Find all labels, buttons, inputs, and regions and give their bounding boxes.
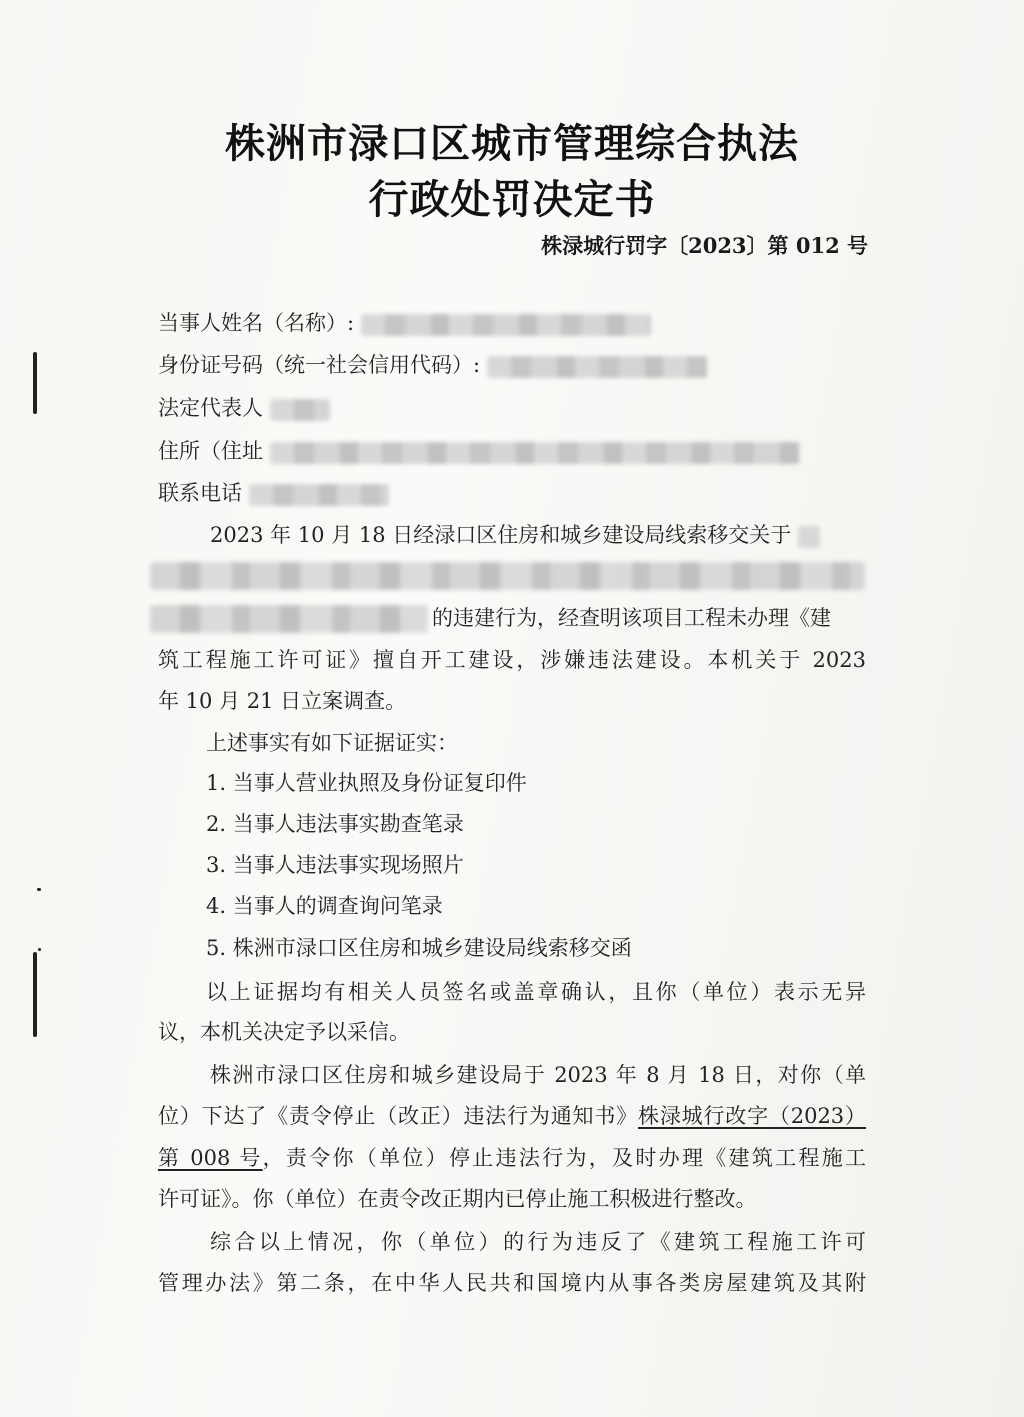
binding-mark [33, 952, 37, 1037]
p5-line2: 管理办法》第二条，在中华人民共和国境内从事各类房屋建筑及其附 [158, 1271, 866, 1295]
p3-line2: 议，本机关决定予以采信。 [158, 1020, 410, 1044]
p1-line4: 筑工程施工许可证》擅自开工建设，涉嫌违法建设。本机关于 2023 [158, 648, 866, 672]
party-address-label: 住所（住址 [158, 439, 263, 463]
party-address-row [158, 436, 800, 466]
redacted-p1a [798, 526, 820, 548]
redacted-name [361, 314, 651, 336]
p1-line5: 年 10 月 21 日立案调查。 [158, 689, 407, 713]
evidence-item: 5. 株洲市渌口区住房和城乡建设局线索移交函 [206, 936, 632, 960]
redacted-project-line [150, 562, 865, 590]
p5-line1: 综合以上情况，你（单位）的行为违反了《建筑工程施工许可 [210, 1230, 866, 1254]
p4-line3 [158, 1143, 866, 1173]
document-number: 株渌城行罚字〔2023〕第 012 号 [541, 233, 868, 258]
p3-line1: 以上证据均有相关人员签名或盖章确认，且你（单位）表示无异 [206, 980, 866, 1004]
p4-line2-text: 位）下达了《责令停止（改正）违法行为通知书》 [158, 1104, 638, 1128]
document-title-line1: 株洲市渌口区城市管理综合执法 [225, 120, 799, 167]
evidence-item: 4. 当事人的调查询问笔录 [206, 894, 443, 918]
notice-doc-number-tail: 第 008 号 [158, 1146, 263, 1170]
redacted-id [487, 356, 707, 378]
redacted-rep [270, 399, 330, 421]
evidence-item: 3. 当事人违法事实现场照片 [206, 853, 464, 877]
party-phone-label: 联系电话 [158, 481, 242, 505]
party-rep-label: 法定代表人 [158, 396, 263, 420]
p1-line1 [210, 520, 820, 550]
party-rep-row [158, 393, 330, 423]
redacted-address [270, 442, 800, 464]
notice-doc-number: 株渌城行改字（2023） [638, 1104, 866, 1128]
redacted-phone [249, 484, 389, 506]
party-phone-row [158, 478, 389, 508]
p1-line3: 的违建行为，经查明该项目工程未办理《建 [432, 606, 831, 630]
redacted-project-line2 [150, 605, 428, 633]
scan-speck [37, 888, 41, 891]
binding-mark [33, 352, 37, 414]
evidence-item: 1. 当事人营业执照及身份证复印件 [206, 771, 527, 795]
party-id-label: 身份证号码（统一社会信用代码）: [158, 353, 481, 377]
p4-line3-text: ，责令你（单位）停止违法行为，及时办理《建筑工程施工 [262, 1146, 867, 1170]
evidence-item: 2. 当事人违法事实勘查笔录 [206, 812, 464, 836]
scan-speck [38, 948, 41, 951]
party-id-row [158, 350, 707, 380]
p4-line2 [158, 1101, 866, 1131]
p2-text: 上述事实有如下证据证实： [206, 731, 458, 755]
p4-line4: 许可证》。你（单位）在责令改正期内已停止施工积极进行整改。 [158, 1187, 757, 1211]
p1-line1-text: 2023 年 10 月 18 日经渌口区住房和城乡建设局线索移交关于 [210, 523, 792, 547]
party-name-label: 当事人姓名（名称）: [158, 311, 355, 335]
p4-line1: 株洲市渌口区住房和城乡建设局于 2023 年 8 月 18 日，对你（单 [210, 1063, 866, 1087]
party-name-row [158, 308, 651, 338]
document-title-line2: 行政处罚决定书 [368, 176, 656, 223]
